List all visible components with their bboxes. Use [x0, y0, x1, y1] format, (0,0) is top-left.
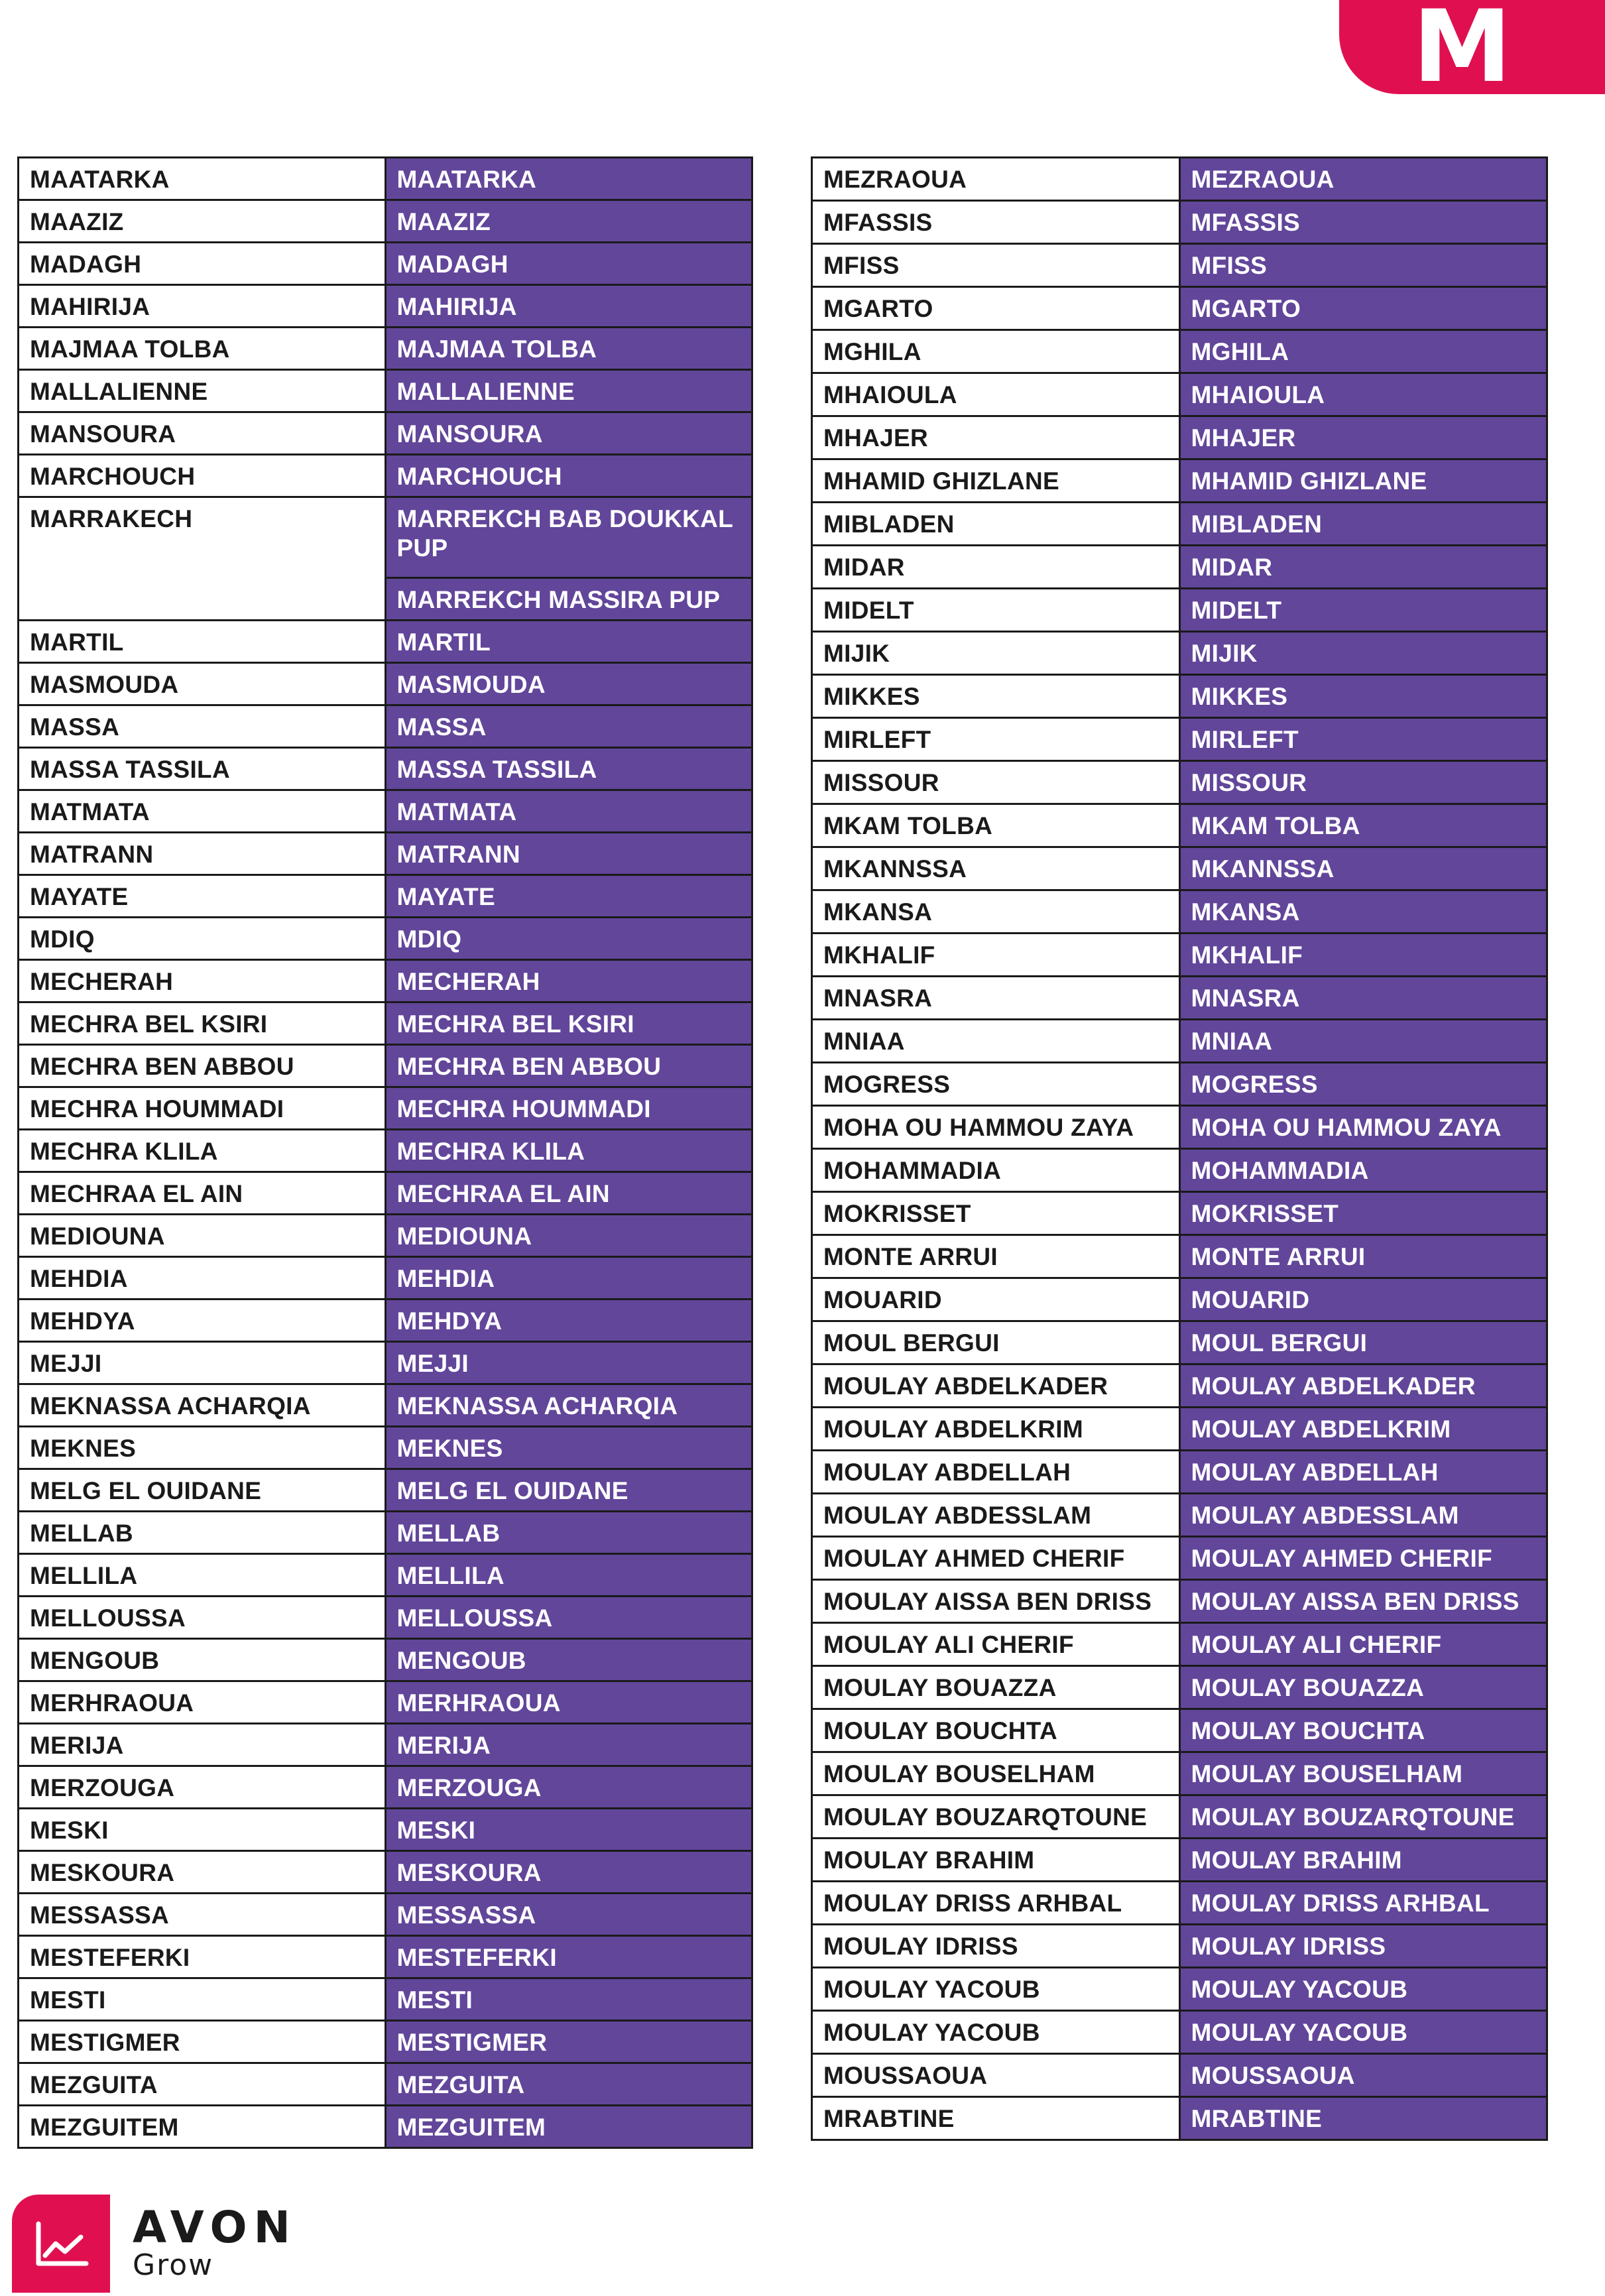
- point-name-cell: MHAJER: [1179, 416, 1547, 459]
- table-row: [812, 373, 1547, 416]
- table-row: [19, 790, 752, 833]
- point-name-cell: MECHRA BEL KSIRI: [385, 1002, 752, 1045]
- locality-name-cell: MIDELT: [812, 589, 1180, 632]
- point-name-cell: MEDIOUNA: [385, 1215, 752, 1257]
- locality-name-cell: MARRAKECH: [19, 497, 386, 621]
- locality-name-cell: MOUSSAOUA: [812, 2054, 1180, 2097]
- point-name-cell: MKHALIF: [1179, 934, 1547, 977]
- table-row: [19, 918, 752, 960]
- table-row: [812, 201, 1547, 244]
- locality-name-cell: MOULAY YACOUB: [812, 2011, 1180, 2054]
- point-name-cell: MAJMAA TOLBA: [385, 328, 752, 370]
- table-row: [19, 1639, 752, 1681]
- point-name-cell: MOUSSAOUA: [1179, 2054, 1547, 2097]
- locality-name-cell: MOUARID: [812, 1278, 1180, 1321]
- table-row: [812, 1451, 1547, 1494]
- locality-table-right: [811, 156, 1548, 2141]
- point-name-cell: MERZOUGA: [385, 1766, 752, 1809]
- locality-name-cell: MOULAY BOUAZZA: [812, 1666, 1180, 1709]
- point-name-cell: MDIQ: [385, 918, 752, 960]
- locality-name-cell: MAJMAA TOLBA: [19, 328, 386, 370]
- locality-name-cell: MEHDYA: [19, 1299, 386, 1342]
- locality-name-cell: MECHRA BEN ABBOU: [19, 1045, 386, 1087]
- table-row: [812, 158, 1547, 201]
- point-name-cell: MOULAY IDRISS: [1179, 1925, 1547, 1968]
- table-row: [19, 1215, 752, 1257]
- table-row: [19, 455, 752, 497]
- table-row: [812, 1192, 1547, 1235]
- locality-name-cell: MEKNASSA ACHARQIA: [19, 1384, 386, 1427]
- table-row: [19, 1597, 752, 1639]
- locality-table-left: [17, 156, 753, 2149]
- table-row: [812, 934, 1547, 977]
- table-row: [812, 1795, 1547, 1839]
- point-name-cell: MOULAY AHMED CHERIF: [1179, 1537, 1547, 1580]
- point-name-cell: MOULAY AISSA BEN DRISS: [1179, 1580, 1547, 1623]
- table-row: [19, 1512, 752, 1554]
- locality-name-cell: MOULAY DRISS ARHBAL: [812, 1882, 1180, 1925]
- locality-name-cell: MRABTINE: [812, 2097, 1180, 2140]
- table-row: [19, 1427, 752, 1469]
- point-name-cell: MGARTO: [1179, 287, 1547, 330]
- table-row: [812, 1494, 1547, 1537]
- locality-name-cell: MASMOUDA: [19, 663, 386, 705]
- point-name-cell: MOULAY BOUAZZA: [1179, 1666, 1547, 1709]
- point-name-cell: MASSA: [385, 705, 752, 748]
- table-row: [19, 960, 752, 1002]
- point-name-cell: MASMOUDA: [385, 663, 752, 705]
- table-row: [19, 1045, 752, 1087]
- point-name-cell: MIDAR: [1179, 546, 1547, 589]
- point-name-cell: MHAIOULA: [1179, 373, 1547, 416]
- table-row: [19, 1766, 752, 1809]
- locality-name-cell: MELLOUSSA: [19, 1597, 386, 1639]
- locality-name-cell: MECHRA HOUMMADI: [19, 1087, 386, 1130]
- locality-name-cell: MEZRAOUA: [812, 158, 1180, 201]
- table-row: [19, 1936, 752, 1978]
- locality-name-cell: MKANSA: [812, 890, 1180, 934]
- locality-name-cell: MIRLEFT: [812, 718, 1180, 761]
- point-name-cell: MEZRAOUA: [1179, 158, 1547, 201]
- locality-name-cell: MOULAY BRAHIM: [812, 1839, 1180, 1882]
- point-name-cell: MOULAY YACOUB: [1179, 1968, 1547, 2011]
- table-row: [812, 804, 1547, 847]
- locality-name-cell: MOULAY ALI CHERIF: [812, 1623, 1180, 1666]
- table-row: [812, 1106, 1547, 1149]
- point-name-cell: MKAM TOLBA: [1179, 804, 1547, 847]
- locality-name-cell: MISSOUR: [812, 761, 1180, 804]
- table-row: [812, 330, 1547, 373]
- table-row: [812, 1364, 1547, 1408]
- locality-name-cell: MEZGUITA: [19, 2063, 386, 2106]
- table-row: [812, 546, 1547, 589]
- table-row: [812, 2011, 1547, 2054]
- locality-name-cell: MEJJI: [19, 1342, 386, 1384]
- locality-name-cell: MEDIOUNA: [19, 1215, 386, 1257]
- table-row: [19, 705, 752, 748]
- locality-name-cell: MARCHOUCH: [19, 455, 386, 497]
- point-name-cell: MALLALIENNE: [385, 370, 752, 412]
- locality-name-cell: MOULAY BOUSELHAM: [812, 1752, 1180, 1795]
- table-row: [812, 761, 1547, 804]
- point-name-cell: MAYATE: [385, 875, 752, 918]
- point-name-cell: MOUL BERGUI: [1179, 1321, 1547, 1364]
- locality-name-cell: MGHILA: [812, 330, 1180, 373]
- locality-name-cell: MNIAA: [812, 1020, 1180, 1063]
- table-row: [19, 370, 752, 412]
- point-name-cell: MARREKCH MASSIRA PUP: [385, 578, 752, 621]
- table-row: [812, 1666, 1547, 1709]
- point-name-cell: MARCHOUCH: [385, 455, 752, 497]
- table-row: [19, 412, 752, 455]
- locality-name-cell: MELG EL OUIDANE: [19, 1469, 386, 1512]
- locality-name-cell: MOULAY AHMED CHERIF: [812, 1537, 1180, 1580]
- point-name-cell: MELLAB: [385, 1512, 752, 1554]
- point-name-cell: MOULAY ALI CHERIF: [1179, 1623, 1547, 1666]
- locality-name-cell: MESTIGMER: [19, 2021, 386, 2063]
- point-name-cell: MONTE ARRUI: [1179, 1235, 1547, 1278]
- locality-name-cell: MERIJA: [19, 1724, 386, 1766]
- point-name-cell: MOULAY ABDELKADER: [1179, 1364, 1547, 1408]
- locality-name-cell: MOULAY YACOUB: [812, 1968, 1180, 2011]
- brand-name: AVON: [133, 2201, 297, 2253]
- point-name-cell: MESSASSA: [385, 1894, 752, 1936]
- locality-name-cell: MOULAY ABDESSLAM: [812, 1494, 1180, 1537]
- point-name-cell: MEHDYA: [385, 1299, 752, 1342]
- locality-name-cell: MECHRA KLILA: [19, 1130, 386, 1172]
- table-row: [812, 1839, 1547, 1882]
- point-name-cell: MELLOUSSA: [385, 1597, 752, 1639]
- table-row: [19, 621, 752, 663]
- table-row: [812, 459, 1547, 503]
- table-row: [19, 200, 752, 243]
- point-name-cell: MEZGUITEM: [385, 2106, 752, 2148]
- locality-name-cell: MHAJER: [812, 416, 1180, 459]
- table-row: [812, 287, 1547, 330]
- point-name-cell: MEZGUITA: [385, 2063, 752, 2106]
- point-name-cell: MGHILA: [1179, 330, 1547, 373]
- locality-name-cell: MOUL BERGUI: [812, 1321, 1180, 1364]
- point-name-cell: MERHRAOUA: [385, 1681, 752, 1724]
- avon-grow-logo: [12, 2195, 297, 2293]
- point-name-cell: MOULAY ABDESSLAM: [1179, 1494, 1547, 1537]
- table-row: [812, 1408, 1547, 1451]
- locality-name-cell: MAHIRIJA: [19, 285, 386, 328]
- table-row: [19, 497, 752, 578]
- point-name-cell: MANSOURA: [385, 412, 752, 455]
- locality-name-cell: MESTEFERKI: [19, 1936, 386, 1978]
- table-row: [812, 632, 1547, 675]
- point-name-cell: MESTIGMER: [385, 2021, 752, 2063]
- locality-name-cell: MAATARKA: [19, 158, 386, 200]
- locality-name-cell: MASSA TASSILA: [19, 748, 386, 790]
- point-name-cell: MESTEFERKI: [385, 1936, 752, 1978]
- point-name-cell: MIJIK: [1179, 632, 1547, 675]
- point-name-cell: MNASRA: [1179, 977, 1547, 1020]
- point-name-cell: MHAMID GHIZLANE: [1179, 459, 1547, 503]
- locality-name-cell: MGARTO: [812, 287, 1180, 330]
- locality-name-cell: MOULAY BOUZARQTOUNE: [812, 1795, 1180, 1839]
- point-name-cell: MELG EL OUIDANE: [385, 1469, 752, 1512]
- point-name-cell: MEHDIA: [385, 1257, 752, 1299]
- table-row: [19, 1851, 752, 1894]
- locality-name-cell: MESKI: [19, 1809, 386, 1851]
- table-row: [812, 503, 1547, 546]
- table-row: [812, 1882, 1547, 1925]
- point-name-cell: MOULAY BOUZARQTOUNE: [1179, 1795, 1547, 1839]
- table-row: [19, 663, 752, 705]
- locality-name-cell: MERHRAOUA: [19, 1681, 386, 1724]
- point-name-cell: MIBLADEN: [1179, 503, 1547, 546]
- point-name-cell: MIRLEFT: [1179, 718, 1547, 761]
- locality-name-cell: MANSOURA: [19, 412, 386, 455]
- locality-name-cell: MATMATA: [19, 790, 386, 833]
- table-row: [19, 1681, 752, 1724]
- point-name-cell: MATRANN: [385, 833, 752, 875]
- table-row: [812, 675, 1547, 718]
- point-name-cell: MNIAA: [1179, 1020, 1547, 1063]
- locality-name-cell: MALLALIENNE: [19, 370, 386, 412]
- point-name-cell: MECHRA KLILA: [385, 1130, 752, 1172]
- point-name-cell: MIDELT: [1179, 589, 1547, 632]
- point-name-cell: MOHAMMADIA: [1179, 1149, 1547, 1192]
- locality-name-cell: MOULAY AISSA BEN DRISS: [812, 1580, 1180, 1623]
- point-name-cell: MESKOURA: [385, 1851, 752, 1894]
- point-name-cell: MECHRA HOUMMADI: [385, 1087, 752, 1130]
- point-name-cell: MOULAY ABDELKRIM: [1179, 1408, 1547, 1451]
- locality-name-cell: MEZGUITEM: [19, 2106, 386, 2148]
- locality-name-cell: MOULAY ABDELKADER: [812, 1364, 1180, 1408]
- point-name-cell: MRABTINE: [1179, 2097, 1547, 2140]
- table-row: [19, 1978, 752, 2021]
- table-row: [19, 1130, 752, 1172]
- locality-name-cell: MDIQ: [19, 918, 386, 960]
- point-name-cell: MOUARID: [1179, 1278, 1547, 1321]
- table-row: [19, 243, 752, 285]
- locality-name-cell: MESKOURA: [19, 1851, 386, 1894]
- table-row: [19, 328, 752, 370]
- locality-name-cell: MOHA OU HAMMOU ZAYA: [812, 1106, 1180, 1149]
- locality-name-cell: MOULAY IDRISS: [812, 1925, 1180, 1968]
- point-name-cell: MERIJA: [385, 1724, 752, 1766]
- table-row: [812, 244, 1547, 287]
- point-name-cell: MOULAY YACOUB: [1179, 2011, 1547, 2054]
- table-row: [812, 1925, 1547, 1968]
- locality-name-cell: MOULAY BOUCHTA: [812, 1709, 1180, 1752]
- point-name-cell: MAATARKA: [385, 158, 752, 200]
- table-row: [19, 1257, 752, 1299]
- table-row: [19, 2063, 752, 2106]
- table-row: [19, 875, 752, 918]
- table-row: [812, 1968, 1547, 2011]
- locality-name-cell: MOULAY ABDELKRIM: [812, 1408, 1180, 1451]
- growth-chart-icon: [12, 2195, 110, 2293]
- table-row: [19, 158, 752, 200]
- table-row: [812, 1752, 1547, 1795]
- point-name-cell: MOGRESS: [1179, 1063, 1547, 1106]
- locality-name-cell: MONTE ARRUI: [812, 1235, 1180, 1278]
- point-name-cell: MECHRA BEN ABBOU: [385, 1045, 752, 1087]
- point-name-cell: MARTIL: [385, 621, 752, 663]
- point-name-cell: MOULAY BOUCHTA: [1179, 1709, 1547, 1752]
- point-name-cell: MFASSIS: [1179, 201, 1547, 244]
- table-row: [19, 1809, 752, 1851]
- point-name-cell: MEKNASSA ACHARQIA: [385, 1384, 752, 1427]
- locality-name-cell: MHAIOULA: [812, 373, 1180, 416]
- locality-name-cell: MNASRA: [812, 977, 1180, 1020]
- table-row: [812, 1537, 1547, 1580]
- point-name-cell: MASSA TASSILA: [385, 748, 752, 790]
- locality-name-cell: MECHRAA EL AIN: [19, 1172, 386, 1215]
- table-row: [812, 1580, 1547, 1623]
- locality-name-cell: MOKRISSET: [812, 1192, 1180, 1235]
- table-row: [812, 1278, 1547, 1321]
- point-name-cell: MADAGH: [385, 243, 752, 285]
- point-name-cell: MATMATA: [385, 790, 752, 833]
- table-row: [812, 847, 1547, 890]
- point-name-cell: MOKRISSET: [1179, 1192, 1547, 1235]
- table-row: [19, 1342, 752, 1384]
- locality-name-cell: MFASSIS: [812, 201, 1180, 244]
- table-row: [19, 748, 752, 790]
- locality-name-cell: MKANNSSA: [812, 847, 1180, 890]
- locality-name-cell: MASSA: [19, 705, 386, 748]
- locality-name-cell: MELLAB: [19, 1512, 386, 1554]
- locality-name-cell: MEHDIA: [19, 1257, 386, 1299]
- point-name-cell: MKANSA: [1179, 890, 1547, 934]
- table-row: [812, 1149, 1547, 1192]
- table-row: [812, 1063, 1547, 1106]
- point-name-cell: MEKNES: [385, 1427, 752, 1469]
- locality-name-cell: MIJIK: [812, 632, 1180, 675]
- point-name-cell: MESKI: [385, 1809, 752, 1851]
- table-row: [19, 1554, 752, 1597]
- locality-name-cell: MIKKES: [812, 675, 1180, 718]
- table-row: [19, 2021, 752, 2063]
- locality-name-cell: MKAM TOLBA: [812, 804, 1180, 847]
- locality-name-cell: MECHERAH: [19, 960, 386, 1002]
- locality-name-cell: MESSASSA: [19, 1894, 386, 1936]
- table-row: [19, 1724, 752, 1766]
- table-row: [19, 1299, 752, 1342]
- point-name-cell: MESTI: [385, 1978, 752, 2021]
- point-name-cell: MAHIRIJA: [385, 285, 752, 328]
- point-name-cell: MISSOUR: [1179, 761, 1547, 804]
- locality-name-cell: MIDAR: [812, 546, 1180, 589]
- locality-name-cell: MESTI: [19, 1978, 386, 2021]
- locality-name-cell: MIBLADEN: [812, 503, 1180, 546]
- table-row: [812, 1020, 1547, 1063]
- point-name-cell: MELLILA: [385, 1554, 752, 1597]
- table-row: [19, 833, 752, 875]
- locality-name-cell: MHAMID GHIZLANE: [812, 459, 1180, 503]
- point-name-cell: MOHA OU HAMMOU ZAYA: [1179, 1106, 1547, 1149]
- point-name-cell: MFISS: [1179, 244, 1547, 287]
- point-name-cell: MIKKES: [1179, 675, 1547, 718]
- locality-name-cell: MENGOUB: [19, 1639, 386, 1681]
- locality-name-cell: MELLILA: [19, 1554, 386, 1597]
- section-letter: M: [1412, 0, 1512, 105]
- table-row: [812, 2054, 1547, 2097]
- locality-name-cell: MAAZIZ: [19, 200, 386, 243]
- locality-name-cell: MOULAY ABDELLAH: [812, 1451, 1180, 1494]
- locality-name-cell: MOGRESS: [812, 1063, 1180, 1106]
- point-name-cell: MOULAY BOUSELHAM: [1179, 1752, 1547, 1795]
- point-name-cell: MOULAY BRAHIM: [1179, 1839, 1547, 1882]
- locality-name-cell: MARTIL: [19, 621, 386, 663]
- table-row: [812, 890, 1547, 934]
- table-row: [19, 1894, 752, 1936]
- table-row: [812, 1709, 1547, 1752]
- table-row: [812, 1623, 1547, 1666]
- point-name-cell: MAAZIZ: [385, 200, 752, 243]
- point-name-cell: MARREKCH BAB DOUKKAL PUP: [385, 497, 752, 578]
- locality-name-cell: MEKNES: [19, 1427, 386, 1469]
- brand-subtitle: Grow: [133, 2248, 214, 2282]
- table-row: [19, 1172, 752, 1215]
- locality-name-cell: MERZOUGA: [19, 1766, 386, 1809]
- section-letter-tab: [1339, 0, 1605, 105]
- table-row: [812, 1235, 1547, 1278]
- table-row: [19, 1469, 752, 1512]
- point-name-cell: MEJJI: [385, 1342, 752, 1384]
- table-row: [812, 416, 1547, 459]
- locality-name-cell: MADAGH: [19, 243, 386, 285]
- point-name-cell: MKANNSSA: [1179, 847, 1547, 890]
- locality-name-cell: MOHAMMADIA: [812, 1149, 1180, 1192]
- point-name-cell: MECHRAA EL AIN: [385, 1172, 752, 1215]
- table-row: [812, 2097, 1547, 2140]
- table-row: [19, 1384, 752, 1427]
- table-row: [812, 977, 1547, 1020]
- point-name-cell: MOULAY ABDELLAH: [1179, 1451, 1547, 1494]
- point-name-cell: MENGOUB: [385, 1639, 752, 1681]
- table-row: [812, 1321, 1547, 1364]
- table-row: [19, 1002, 752, 1045]
- table-row: [19, 285, 752, 328]
- table-row: [812, 589, 1547, 632]
- point-name-cell: MOULAY DRISS ARHBAL: [1179, 1882, 1547, 1925]
- locality-name-cell: MECHRA BEL KSIRI: [19, 1002, 386, 1045]
- locality-name-cell: MFISS: [812, 244, 1180, 287]
- table-row: [19, 2106, 752, 2148]
- locality-name-cell: MATRANN: [19, 833, 386, 875]
- locality-name-cell: MAYATE: [19, 875, 386, 918]
- locality-name-cell: MKHALIF: [812, 934, 1180, 977]
- table-row: [812, 718, 1547, 761]
- point-name-cell: MECHERAH: [385, 960, 752, 1002]
- table-row: [19, 1087, 752, 1130]
